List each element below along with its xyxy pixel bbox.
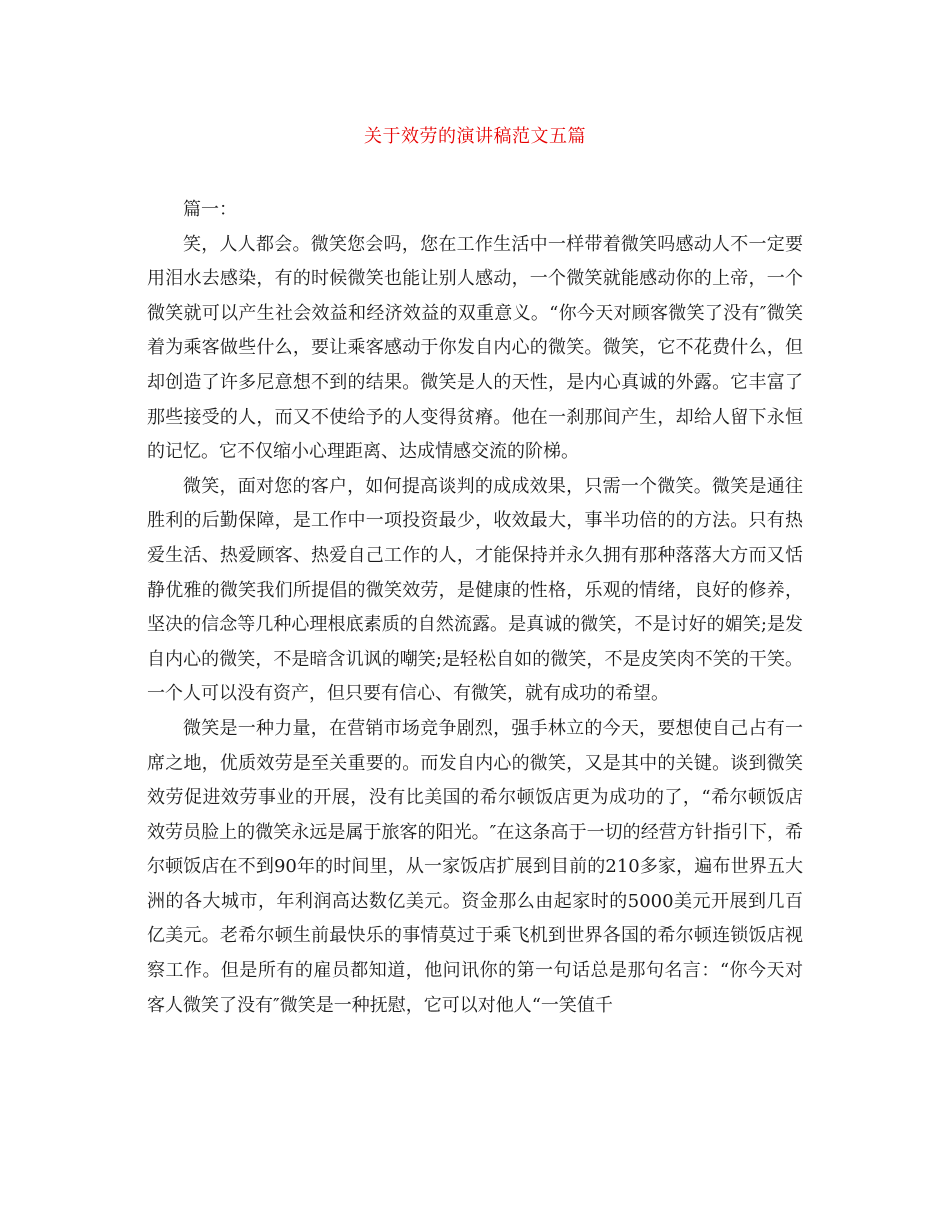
paragraph: 微笑，面对您的客户，如何提高谈判的成成效果，只需一个微笑。微笑是通往胜利的后勤保障，是工作中一项投资最少，收效最大，事半功倍的的方法。只有热爱生活、热爱顾客、热爱自己工作的人，才能保持并永久拥有那种落落大方而又恬静优雅的微笑我们所提倡的微笑效劳，是健康的性格，乐观的情绪，良好的修养，坚决的信念等几种心理根底素质的自然流露。是真诚的微笑，不是讨好的媚笑;是发自内心的微笑，不是暗含讥讽的嘲笑;是轻松自如的微笑，不是皮笑肉不笑的干笑。一个人可以没有资产，但只要有信心、有微笑，就有成功的希望。	[147, 475, 803, 705]
document-body	[147, 193, 803, 1023]
document-title: 关于效劳的演讲稿范文五篇	[364, 126, 586, 147]
paragraph: 笑，人人都会。微笑您会吗，您在工作生活中一样带着微笑吗感动人不一定要用泪水去感染，有的时候微笑也能让别人感动，一个微笑就能感动你的上帝，一个微笑就可以产生社会效益和经济效益的双重意义。“你今天对顾客微笑了没有″微笑着为乘客做些什么，要让乘客感动于你发自内心的微笑。微笑，它不花费什么，但却创造了许多尼意想不到的结果。微笑是人的天性，是内心真诚的外露。它丰富了那些接受的人，而又不使给予的人变得贫瘠。他在一刹那间产生，却给人留下永恒的记忆。它不仅缩小心理距离、达成情感交流的阶梯。	[147, 233, 803, 463]
paragraph: 微笑是一种力量，在营销市场竞争剧烈，强手林立的今天，要想使自己占有一席之地，优质效劳是至关重要的。而发自内心的微笑，又是其中的关键。谈到微笑效劳促进效劳事业的开展，没有比美国的希尔顿饭店更为成功的了，“希尔顿饭店效劳员脸上的微笑永远是属于旅客的阳光。″在这条高于一切的经营方针指引下，希尔顿饭店在不到90年的时间里，从一家饭店扩展到目前的210多家，遍布世界五大洲的各大城市，年利润高达数亿美元。资金那么由起家时的5000美元开展到几百亿美元。老希尔顿生前最快乐的事情莫过于乘飞机到世界各国的希尔顿连锁饭店视察工作。但是所有的雇员都知道，他问讯你的第一句话总是那句名言：“你今天对客人微笑了没有″微笑是一种抚慰，它可以对他人“一笑值千	[147, 717, 803, 1016]
paragraph-heading: 篇一：	[183, 199, 237, 220]
